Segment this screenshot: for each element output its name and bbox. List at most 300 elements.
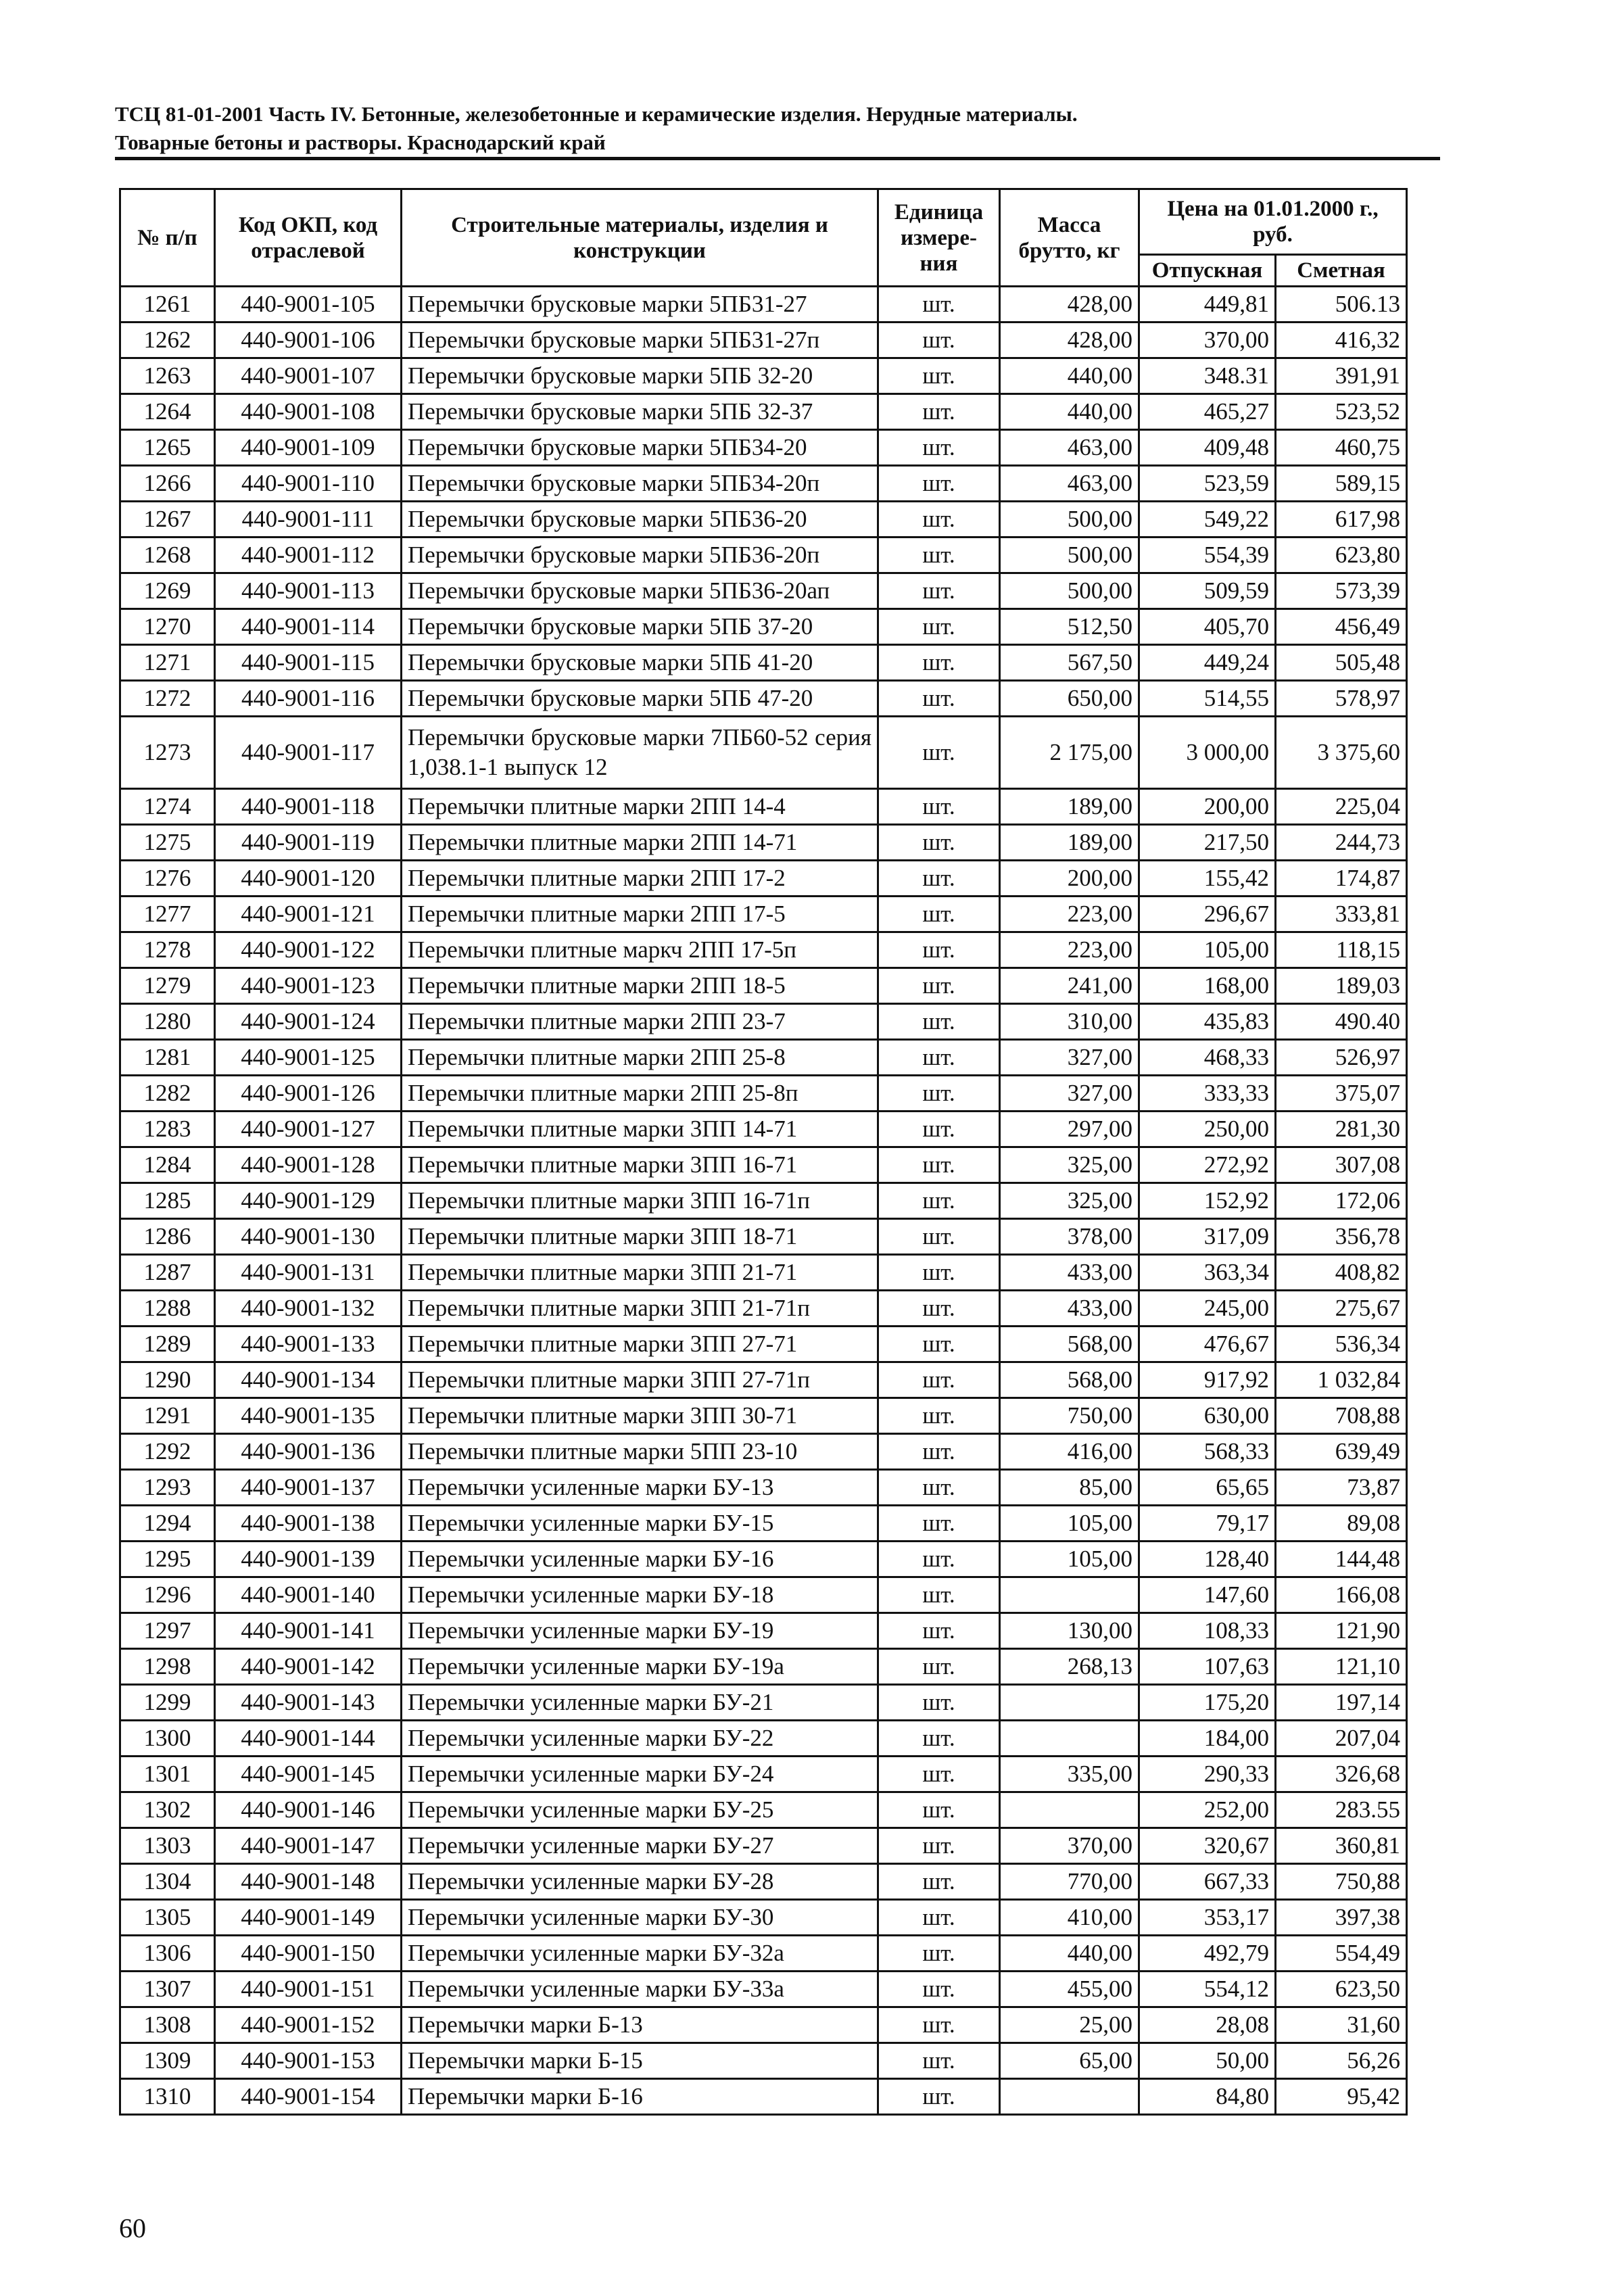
cell-code: 440-9001-144 [215,1721,402,1757]
cell-name: Перемычки плитные марки 2ПП 14-71 [402,825,878,861]
cell-unit: шт. [878,1542,1000,1577]
cell-name: Перемычки плитные марки 2ПП 25-8 [402,1040,878,1076]
cell-price-release: 105,00 [1139,932,1276,968]
cell-price-estimate: 197,14 [1276,1685,1407,1721]
cell-mass: 200,00 [1000,861,1139,897]
cell-price-estimate: 523,52 [1276,394,1407,430]
cell-name: Перемычки брусковые марки 7ПБ60-52 серия 1,038.1-1 выпуск 12 [402,717,878,789]
table-row [120,2079,1407,2115]
cell-mass: 189,00 [1000,789,1139,825]
cell-price-release: 630,00 [1139,1398,1276,1434]
cell-code: 440-9001-107 [215,358,402,394]
cell-price-estimate: 356,78 [1276,1219,1407,1255]
cell-unit: шт. [878,1362,1000,1398]
table-row [120,1112,1407,1147]
cell-price-estimate: 275,67 [1276,1291,1407,1327]
table-row [120,502,1407,538]
cell-price-estimate: 121,90 [1276,1613,1407,1649]
cell-name: Перемычки брусковые марки 5ПБ34-20п [402,466,878,502]
cell-name: Перемычки плитные марки 3ПП 30-71 [402,1398,878,1434]
cell-price-release: 568,33 [1139,1434,1276,1470]
cell-name: Перемычки усиленные марки БУ-25 [402,1792,878,1828]
cell-unit: шт. [878,1577,1000,1613]
cell-unit: шт. [878,681,1000,717]
cell-code: 440-9001-106 [215,323,402,358]
table-row [120,1721,1407,1757]
cell-unit: шт. [878,717,1000,789]
table-row [120,1398,1407,1434]
table-row [120,1183,1407,1219]
cell-unit: шт. [878,1828,1000,1864]
cell-mass: 310,00 [1000,1004,1139,1040]
cell-code: 440-9001-120 [215,861,402,897]
cell-mass: 433,00 [1000,1255,1139,1291]
table-row [120,430,1407,466]
column-header-price-release: Отпускная [1139,255,1276,287]
cell-price-release: 108,33 [1139,1613,1276,1649]
cell-name: Перемычки плитные марки 2ПП 17-5 [402,897,878,932]
cell-number: 1282 [120,1076,215,1112]
cell-code: 440-9001-139 [215,1542,402,1577]
cell-number: 1298 [120,1649,215,1685]
cell-code: 440-9001-115 [215,645,402,681]
cell-name: Перемычки плитные марки 2ПП 25-8п [402,1076,878,1112]
cell-name: Перемычки усиленные марки БУ-28 [402,1864,878,1900]
cell-name: Перемычки брусковые марки 5ПБ 41-20 [402,645,878,681]
cell-price-release: 252,00 [1139,1792,1276,1828]
cell-number: 1269 [120,573,215,609]
cell-code: 440-9001-112 [215,538,402,573]
table-row [120,1577,1407,1613]
cell-name: Перемычки усиленные марки БУ-16 [402,1542,878,1577]
cell-mass: 416,00 [1000,1434,1139,1470]
cell-price-estimate: 617,98 [1276,502,1407,538]
cell-price-estimate: 56,26 [1276,2043,1407,2079]
cell-number: 1272 [120,681,215,717]
cell-code: 440-9001-126 [215,1076,402,1112]
cell-number: 1293 [120,1470,215,1506]
cell-number: 1285 [120,1183,215,1219]
cell-unit: шт. [878,1219,1000,1255]
cell-number: 1265 [120,430,215,466]
cell-price-release: 468,33 [1139,1040,1276,1076]
cell-price-estimate: 589,15 [1276,466,1407,502]
table-row [120,538,1407,573]
cell-unit: шт. [878,1040,1000,1076]
cell-unit: шт. [878,1864,1000,1900]
cell-code: 440-9001-133 [215,1327,402,1362]
cell-price-release: 152,92 [1139,1183,1276,1219]
cell-unit: шт. [878,1936,1000,1972]
cell-price-release: 449,81 [1139,287,1276,323]
cell-mass [1000,1685,1139,1721]
cell-code: 440-9001-138 [215,1506,402,1542]
cell-name: Перемычки усиленные марки БУ-22 [402,1721,878,1757]
cell-name: Перемычки брусковые марки 5ПБ 32-37 [402,394,878,430]
cell-mass: 455,00 [1000,1972,1139,2007]
cell-number: 1264 [120,394,215,430]
price-table-header [120,189,1407,287]
cell-number: 1277 [120,897,215,932]
cell-code: 440-9001-122 [215,932,402,968]
cell-unit: шт. [878,861,1000,897]
cell-number: 1308 [120,2007,215,2043]
cell-name: Перемычки плитные марки 2ПП 14-4 [402,789,878,825]
cell-mass: 85,00 [1000,1470,1139,1506]
cell-name: Перемычки плитные марки 3ПП 16-71 [402,1147,878,1183]
cell-unit: шт. [878,1506,1000,1542]
cell-price-release: 667,33 [1139,1864,1276,1900]
cell-price-release: 509,59 [1139,573,1276,609]
cell-number: 1278 [120,932,215,968]
price-table [119,188,1408,2116]
cell-price-release: 317,09 [1139,1219,1276,1255]
cell-code: 440-9001-105 [215,287,402,323]
cell-price-estimate: 166,08 [1276,1577,1407,1613]
cell-code: 440-9001-154 [215,2079,402,2115]
cell-unit: шт. [878,968,1000,1004]
cell-name: Перемычки марки Б-15 [402,2043,878,2079]
cell-code: 440-9001-114 [215,609,402,645]
cell-name: Перемычки плитные марки 3ПП 18-71 [402,1219,878,1255]
cell-code: 440-9001-151 [215,1972,402,2007]
cell-mass: 500,00 [1000,573,1139,609]
cell-price-estimate: 490.40 [1276,1004,1407,1040]
cell-code: 440-9001-130 [215,1219,402,1255]
cell-code: 440-9001-136 [215,1434,402,1470]
cell-code: 440-9001-134 [215,1362,402,1398]
cell-mass: 500,00 [1000,502,1139,538]
cell-code: 440-9001-135 [215,1398,402,1434]
cell-unit: шт. [878,1112,1000,1147]
cell-name: Перемычки плитные марки 3ПП 14-71 [402,1112,878,1147]
table-row [120,1685,1407,1721]
cell-number: 1309 [120,2043,215,2079]
cell-unit: шт. [878,789,1000,825]
cell-price-release: 168,00 [1139,968,1276,1004]
cell-price-estimate: 526,97 [1276,1040,1407,1076]
cell-unit: шт. [878,1613,1000,1649]
cell-price-estimate: 708,88 [1276,1398,1407,1434]
cell-name: Перемычки брусковые марки 5ПБ36-20ап [402,573,878,609]
cell-name: Перемычки плитные марки 2ПП 17-2 [402,861,878,897]
cell-mass: 440,00 [1000,394,1139,430]
cell-name: Перемычки плитные марки 3ПП 21-71п [402,1291,878,1327]
cell-unit: шт. [878,1255,1000,1291]
cell-code: 440-9001-137 [215,1470,402,1506]
cell-unit: шт. [878,573,1000,609]
cell-number: 1261 [120,287,215,323]
cell-mass: 189,00 [1000,825,1139,861]
table-row [120,897,1407,932]
cell-price-estimate: 639,49 [1276,1434,1407,1470]
cell-price-release: 79,17 [1139,1506,1276,1542]
cell-price-estimate: 144,48 [1276,1542,1407,1577]
cell-code: 440-9001-153 [215,2043,402,2079]
cell-unit: шт. [878,1147,1000,1183]
cell-unit: шт. [878,1291,1000,1327]
cell-number: 1295 [120,1542,215,1577]
cell-number: 1307 [120,1972,215,2007]
cell-price-release: 320,67 [1139,1828,1276,1864]
cell-name: Перемычки усиленные марки БУ-15 [402,1506,878,1542]
cell-name: Перемычки брусковые марки 5ПБ 32-20 [402,358,878,394]
table-row [120,287,1407,323]
cell-price-estimate: 326,68 [1276,1757,1407,1792]
cell-mass: 410,00 [1000,1900,1139,1936]
cell-price-estimate: 73,87 [1276,1470,1407,1506]
column-header-price-group: Цена на 01.01.2000 г., руб. [1139,189,1407,255]
cell-price-estimate: 189,03 [1276,968,1407,1004]
cell-price-estimate: 244,73 [1276,825,1407,861]
cell-unit: шт. [878,1398,1000,1434]
table-row [120,394,1407,430]
cell-name: Перемычки марки Б-16 [402,2079,878,2115]
cell-mass: 433,00 [1000,1291,1139,1327]
cell-unit: шт. [878,825,1000,861]
cell-number: 1276 [120,861,215,897]
table-row [120,1792,1407,1828]
cell-price-release: 363,34 [1139,1255,1276,1291]
cell-name: Перемычки брусковые марки 5ПБ34-20 [402,430,878,466]
cell-price-release: 28,08 [1139,2007,1276,2043]
cell-mass: 297,00 [1000,1112,1139,1147]
column-header-code: Код ОКП, код отраслевой [215,189,402,287]
cell-number: 1286 [120,1219,215,1255]
cell-price-estimate: 623,50 [1276,1972,1407,2007]
cell-name: Перемычки брусковые марки 5ПБ 37-20 [402,609,878,645]
cell-price-estimate: 31,60 [1276,2007,1407,2043]
cell-number: 1299 [120,1685,215,1721]
cell-number: 1262 [120,323,215,358]
cell-unit: шт. [878,1076,1000,1112]
cell-unit: шт. [878,1434,1000,1470]
cell-price-release: 175,20 [1139,1685,1276,1721]
cell-mass: 428,00 [1000,323,1139,358]
table-row [120,1470,1407,1506]
cell-name: Перемычки брусковые марки 5ПБ31-27п [402,323,878,358]
column-header-unit: Единица измере-ния [878,189,1000,287]
cell-price-estimate: 225,04 [1276,789,1407,825]
cell-price-release: 272,92 [1139,1147,1276,1183]
cell-price-estimate: 408,82 [1276,1255,1407,1291]
table-row [120,717,1407,789]
cell-price-estimate: 207,04 [1276,1721,1407,1757]
cell-price-release: 50,00 [1139,2043,1276,2079]
header-divider [115,157,1440,160]
cell-price-estimate: 360,81 [1276,1828,1407,1864]
cell-unit: шт. [878,1721,1000,1757]
table-row [120,1864,1407,1900]
cell-name: Перемычки усиленные марки БУ-19а [402,1649,878,1685]
cell-mass: 500,00 [1000,538,1139,573]
cell-name: Перемычки усиленные марки БУ-32а [402,1936,878,1972]
cell-unit: шт. [878,502,1000,538]
cell-number: 1279 [120,968,215,1004]
cell-mass: 750,00 [1000,1398,1139,1434]
cell-unit: шт. [878,358,1000,394]
cell-name: Перемычки брусковые марки 5ПБ 47-20 [402,681,878,717]
cell-mass: 335,00 [1000,1757,1139,1792]
cell-price-estimate: 172,06 [1276,1183,1407,1219]
cell-code: 440-9001-145 [215,1757,402,1792]
cell-price-release: 405,70 [1139,609,1276,645]
cell-mass: 268,13 [1000,1649,1139,1685]
table-row [120,825,1407,861]
cell-name: Перемычки усиленные марки БУ-30 [402,1900,878,1936]
column-header-price-estimate: Сметная [1276,255,1407,287]
cell-number: 1266 [120,466,215,502]
table-row [120,861,1407,897]
cell-mass: 463,00 [1000,466,1139,502]
cell-unit: шт. [878,645,1000,681]
cell-code: 440-9001-141 [215,1613,402,1649]
cell-price-estimate: 397,38 [1276,1900,1407,1936]
cell-mass: 568,00 [1000,1362,1139,1398]
cell-code: 440-9001-109 [215,430,402,466]
cell-code: 440-9001-128 [215,1147,402,1183]
cell-number: 1305 [120,1900,215,1936]
cell-number: 1288 [120,1291,215,1327]
cell-price-release: 370,00 [1139,323,1276,358]
table-row [120,1613,1407,1649]
cell-price-release: 492,79 [1139,1936,1276,1972]
cell-price-release: 184,00 [1139,1721,1276,1757]
cell-number: 1303 [120,1828,215,1864]
cell-price-release: 917,92 [1139,1362,1276,1398]
cell-mass: 130,00 [1000,1613,1139,1649]
cell-price-estimate: 573,39 [1276,573,1407,609]
cell-name: Перемычки усиленные марки БУ-18 [402,1577,878,1613]
cell-price-estimate: 375,07 [1276,1076,1407,1112]
cell-mass: 650,00 [1000,681,1139,717]
price-table-body [120,287,1407,2115]
cell-price-release: 147,60 [1139,1577,1276,1613]
cell-price-estimate: 307,08 [1276,1147,1407,1183]
cell-mass: 440,00 [1000,1936,1139,1972]
cell-number: 1292 [120,1434,215,1470]
cell-mass: 770,00 [1000,1864,1139,1900]
cell-price-release: 435,83 [1139,1004,1276,1040]
cell-price-estimate: 95,42 [1276,2079,1407,2115]
cell-mass: 567,50 [1000,645,1139,681]
cell-price-release: 155,42 [1139,861,1276,897]
cell-mass [1000,2079,1139,2115]
cell-mass: 325,00 [1000,1147,1139,1183]
cell-code: 440-9001-117 [215,717,402,789]
cell-name: Перемычки плитные марки 3ПП 27-71 [402,1327,878,1362]
cell-price-estimate: 456,49 [1276,609,1407,645]
table-row [120,1362,1407,1398]
cell-number: 1267 [120,502,215,538]
cell-code: 440-9001-149 [215,1900,402,1936]
cell-code: 440-9001-108 [215,394,402,430]
table-row [120,1542,1407,1577]
cell-code: 440-9001-150 [215,1936,402,1972]
cell-unit: шт. [878,1757,1000,1792]
cell-mass [1000,1721,1139,1757]
cell-mass [1000,1577,1139,1613]
cell-price-estimate: 89,08 [1276,1506,1407,1542]
cell-unit: шт. [878,1004,1000,1040]
cell-mass: 223,00 [1000,897,1139,932]
table-row [120,1040,1407,1076]
cell-number: 1283 [120,1112,215,1147]
cell-mass: 463,00 [1000,430,1139,466]
cell-code: 440-9001-111 [215,502,402,538]
cell-code: 440-9001-110 [215,466,402,502]
cell-price-estimate: 121,10 [1276,1649,1407,1685]
cell-number: 1274 [120,789,215,825]
cell-code: 440-9001-118 [215,789,402,825]
cell-code: 440-9001-132 [215,1291,402,1327]
table-row [120,1219,1407,1255]
cell-name: Перемычки плитные марки 2ПП 23-7 [402,1004,878,1040]
cell-price-estimate: 391,91 [1276,358,1407,394]
cell-mass: 2 175,00 [1000,717,1139,789]
cell-price-estimate: 281,30 [1276,1112,1407,1147]
cell-mass: 370,00 [1000,1828,1139,1864]
table-row [120,1327,1407,1362]
cell-name: Перемычки плитные марки 5ПП 23-10 [402,1434,878,1470]
cell-price-release: 3 000,00 [1139,717,1276,789]
cell-unit: шт. [878,1183,1000,1219]
cell-number: 1302 [120,1792,215,1828]
cell-number: 1304 [120,1864,215,1900]
cell-number: 1290 [120,1362,215,1398]
cell-unit: шт. [878,323,1000,358]
cell-code: 440-9001-142 [215,1649,402,1685]
cell-code: 440-9001-113 [215,573,402,609]
cell-price-release: 296,67 [1139,897,1276,932]
table-row [120,1255,1407,1291]
cell-price-release: 65,65 [1139,1470,1276,1506]
cell-name: Перемычки усиленные марки БУ-27 [402,1828,878,1864]
header-title-line-2: Товарные бетоны и растворы. Краснодарский край [115,130,606,154]
cell-name: Перемычки брусковые марки 5ПБ36-20 [402,502,878,538]
cell-mass: 25,00 [1000,2007,1139,2043]
cell-number: 1289 [120,1327,215,1362]
table-row [120,1936,1407,1972]
cell-price-release: 333,33 [1139,1076,1276,1112]
cell-price-release: 514,55 [1139,681,1276,717]
cell-price-release: 128,40 [1139,1542,1276,1577]
cell-mass: 428,00 [1000,287,1139,323]
header-title-line-1: ТСЦ 81-01-2001 Часть IV. Бетонные, железобетонные и керамические изделия. Нерудные материалы. [115,102,1078,126]
table-row [120,358,1407,394]
cell-price-estimate: 460,75 [1276,430,1407,466]
cell-price-release: 290,33 [1139,1757,1276,1792]
cell-number: 1297 [120,1613,215,1649]
table-row [120,681,1407,717]
cell-unit: шт. [878,1972,1000,2007]
cell-unit: шт. [878,466,1000,502]
table-row [120,466,1407,502]
table-row [120,789,1407,825]
cell-unit: шт. [878,2007,1000,2043]
cell-unit: шт. [878,1900,1000,1936]
table-row [120,1291,1407,1327]
table-row [120,1004,1407,1040]
cell-name: Перемычки усиленные марки БУ-33а [402,1972,878,2007]
cell-code: 440-9001-129 [215,1183,402,1219]
table-row [120,645,1407,681]
cell-code: 440-9001-152 [215,2007,402,2043]
cell-price-estimate: 505,48 [1276,645,1407,681]
table-row [120,323,1407,358]
cell-mass: 105,00 [1000,1506,1139,1542]
cell-price-release: 250,00 [1139,1112,1276,1147]
